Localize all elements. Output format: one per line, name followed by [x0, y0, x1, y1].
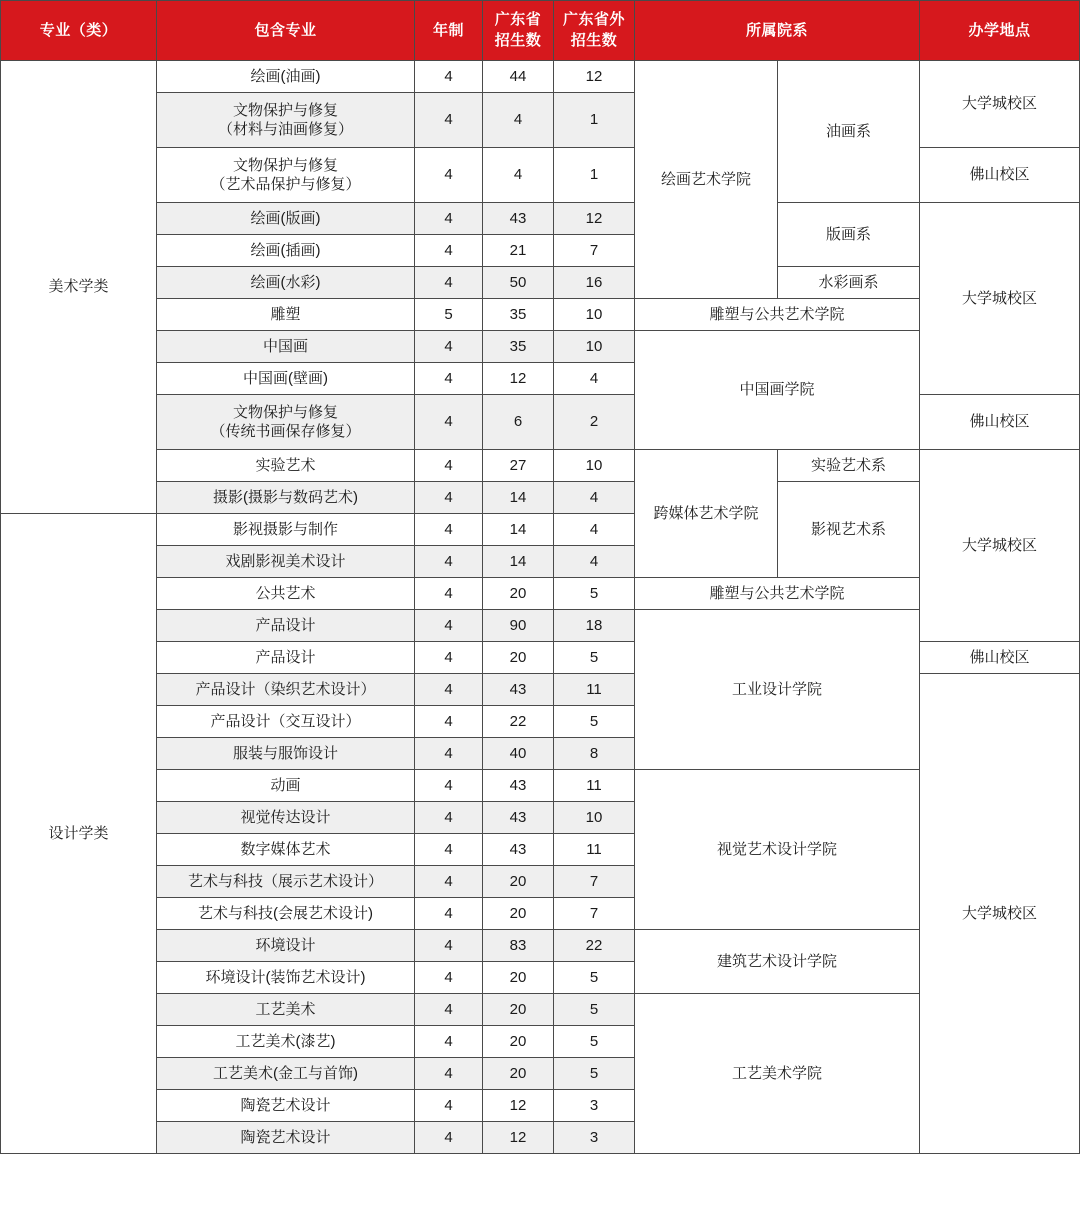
header-guangdong-quota-line1: 广东省	[494, 11, 542, 29]
outside-quota-cell: 5	[554, 994, 635, 1026]
years-cell: 4	[415, 738, 483, 770]
major-name-line2: （传统书画保存修复）	[210, 423, 361, 440]
outside-quota-cell: 12	[554, 203, 635, 235]
outside-quota-cell: 5	[554, 1058, 635, 1090]
guangdong-quota-cell: 4	[483, 93, 554, 148]
department-cell: 中国画学院	[635, 331, 920, 450]
outside-quota-cell: 4	[554, 482, 635, 514]
outside-quota-cell: 18	[554, 610, 635, 642]
years-cell: 4	[415, 450, 483, 482]
header-category: 专业（类）	[1, 1, 157, 61]
table-body	[1, 61, 1080, 1154]
outside-quota-cell: 16	[554, 267, 635, 299]
years-cell: 4	[415, 578, 483, 610]
campus-cell: 佛山校区	[920, 148, 1080, 203]
campus-cell: 大学城校区	[920, 450, 1080, 642]
table-row	[1, 994, 1080, 1026]
guangdong-quota-cell: 44	[483, 61, 554, 93]
guangdong-quota-cell: 20	[483, 962, 554, 994]
guangdong-quota-cell: 6	[483, 395, 554, 450]
years-cell: 4	[415, 363, 483, 395]
guangdong-quota-cell: 43	[483, 802, 554, 834]
table-row	[1, 578, 1080, 610]
years-cell: 4	[415, 802, 483, 834]
guangdong-quota-cell: 12	[483, 363, 554, 395]
guangdong-quota-cell: 20	[483, 898, 554, 930]
major-name-cell: 雕塑	[157, 299, 415, 331]
major-name-cell: 环境设计(装饰艺术设计)	[157, 962, 415, 994]
outside-quota-cell: 10	[554, 802, 635, 834]
major-name-cell	[157, 395, 415, 450]
outside-quota-cell: 4	[554, 514, 635, 546]
major-name-cell: 绘画(插画)	[157, 235, 415, 267]
years-cell: 4	[415, 1090, 483, 1122]
outside-quota-cell: 5	[554, 962, 635, 994]
header-majors: 包含专业	[157, 1, 415, 61]
guangdong-quota-cell: 27	[483, 450, 554, 482]
category-cell: 美术学类	[1, 61, 157, 514]
header-outside-quota-line2: 招生数	[570, 31, 618, 49]
major-name-cell: 产品设计	[157, 610, 415, 642]
major-name-cell: 中国画(壁画)	[157, 363, 415, 395]
years-cell: 4	[415, 235, 483, 267]
sub-department-cell: 水彩画系	[778, 267, 920, 299]
department-cell: 雕塑与公共艺术学院	[635, 578, 920, 610]
major-name-cell: 绘画(版画)	[157, 203, 415, 235]
guangdong-quota-cell: 90	[483, 610, 554, 642]
major-name-cell: 视觉传达设计	[157, 802, 415, 834]
sub-department-cell: 实验艺术系	[778, 450, 920, 482]
table-row	[1, 61, 1080, 93]
years-cell: 4	[415, 834, 483, 866]
major-name-cell: 戏剧影视美术设计	[157, 546, 415, 578]
years-cell: 4	[415, 395, 483, 450]
outside-quota-cell: 22	[554, 930, 635, 962]
guangdong-quota-cell: 35	[483, 299, 554, 331]
guangdong-quota-cell: 43	[483, 834, 554, 866]
major-name-cell: 工艺美术(漆艺)	[157, 1026, 415, 1058]
major-name-line1: 文物保护与修复	[232, 403, 338, 421]
header-guangdong-quota-line2: 招生数	[494, 31, 542, 49]
outside-quota-cell: 1	[554, 93, 635, 148]
years-cell: 4	[415, 898, 483, 930]
years-cell: 4	[415, 1026, 483, 1058]
major-name-cell: 动画	[157, 770, 415, 802]
major-name-cell: 数字媒体艺术	[157, 834, 415, 866]
department-cell: 跨媒体艺术学院	[635, 450, 778, 578]
years-cell: 4	[415, 642, 483, 674]
outside-quota-cell: 7	[554, 866, 635, 898]
major-name-cell: 影视摄影与制作	[157, 514, 415, 546]
campus-cell: 大学城校区	[920, 203, 1080, 395]
sub-department-cell: 影视艺术系	[778, 482, 920, 578]
outside-quota-cell: 4	[554, 363, 635, 395]
major-name-cell: 产品设计（染织艺术设计）	[157, 674, 415, 706]
outside-quota-cell: 10	[554, 450, 635, 482]
guangdong-quota-cell: 4	[483, 148, 554, 203]
guangdong-quota-cell: 20	[483, 1058, 554, 1090]
guangdong-quota-cell: 14	[483, 514, 554, 546]
table-row	[1, 930, 1080, 962]
category-cell: 设计学类	[1, 514, 157, 1154]
years-cell: 4	[415, 203, 483, 235]
department-cell: 视觉艺术设计学院	[635, 770, 920, 930]
major-name-cell	[157, 148, 415, 203]
guangdong-quota-cell: 43	[483, 770, 554, 802]
major-name-cell: 摄影(摄影与数码艺术)	[157, 482, 415, 514]
major-name-line1: 文物保护与修复	[232, 101, 338, 119]
header-campus: 办学地点	[920, 1, 1080, 61]
outside-quota-cell: 2	[554, 395, 635, 450]
guangdong-quota-cell: 83	[483, 930, 554, 962]
outside-quota-cell: 3	[554, 1122, 635, 1154]
header-years: 年制	[415, 1, 483, 61]
outside-quota-cell: 11	[554, 674, 635, 706]
outside-quota-cell: 7	[554, 235, 635, 267]
header-outside-quota-line1: 广东省外	[562, 11, 625, 29]
years-cell: 4	[415, 514, 483, 546]
outside-quota-cell: 11	[554, 770, 635, 802]
major-name-cell: 产品设计	[157, 642, 415, 674]
major-name-cell: 陶瓷艺术设计	[157, 1122, 415, 1154]
major-name-cell: 服装与服饰设计	[157, 738, 415, 770]
major-name-cell: 环境设计	[157, 930, 415, 962]
outside-quota-cell: 5	[554, 706, 635, 738]
years-cell: 4	[415, 994, 483, 1026]
header-outside-quota	[554, 1, 635, 61]
outside-quota-cell: 3	[554, 1090, 635, 1122]
table-row	[1, 482, 1080, 514]
years-cell: 4	[415, 962, 483, 994]
department-cell: 雕塑与公共艺术学院	[635, 299, 920, 331]
campus-cell: 佛山校区	[920, 642, 1080, 674]
guangdong-quota-cell: 43	[483, 674, 554, 706]
major-name-line1: 文物保护与修复	[232, 156, 338, 174]
campus-cell: 佛山校区	[920, 395, 1080, 450]
campus-cell: 大学城校区	[920, 674, 1080, 1154]
header-department: 所属院系	[635, 1, 920, 61]
major-name-cell: 陶瓷艺术设计	[157, 1090, 415, 1122]
guangdong-quota-cell: 14	[483, 546, 554, 578]
years-cell: 4	[415, 770, 483, 802]
table-row	[1, 203, 1080, 235]
outside-quota-cell: 7	[554, 898, 635, 930]
major-name-cell: 工艺美术	[157, 994, 415, 1026]
major-name-cell: 公共艺术	[157, 578, 415, 610]
outside-quota-cell: 8	[554, 738, 635, 770]
major-name-cell: 产品设计（交互设计）	[157, 706, 415, 738]
department-cell: 工业设计学院	[635, 610, 920, 770]
major-name-cell: 艺术与科技（展示艺术设计）	[157, 866, 415, 898]
years-cell: 4	[415, 1058, 483, 1090]
department-cell: 绘画艺术学院	[635, 61, 778, 299]
table-row	[1, 299, 1080, 331]
table-row	[1, 610, 1080, 642]
major-name-cell: 艺术与科技(会展艺术设计)	[157, 898, 415, 930]
table-row	[1, 267, 1080, 299]
outside-quota-cell: 5	[554, 642, 635, 674]
guangdong-quota-cell: 20	[483, 642, 554, 674]
department-cell: 工艺美术学院	[635, 994, 920, 1154]
guangdong-quota-cell: 40	[483, 738, 554, 770]
major-name-cell: 绘画(水彩)	[157, 267, 415, 299]
major-name-line2: （材料与油画修复）	[217, 121, 353, 138]
years-cell: 4	[415, 148, 483, 203]
outside-quota-cell: 1	[554, 148, 635, 203]
outside-quota-cell: 10	[554, 331, 635, 363]
guangdong-quota-cell: 12	[483, 1090, 554, 1122]
sub-department-cell: 油画系	[778, 61, 920, 203]
years-cell: 4	[415, 93, 483, 148]
guangdong-quota-cell: 20	[483, 578, 554, 610]
major-name-cell: 绘画(油画)	[157, 61, 415, 93]
major-name-cell: 中国画	[157, 331, 415, 363]
outside-quota-cell: 5	[554, 1026, 635, 1058]
years-cell: 4	[415, 546, 483, 578]
header-row	[1, 1, 1080, 61]
years-cell: 4	[415, 866, 483, 898]
guangdong-quota-cell: 20	[483, 994, 554, 1026]
years-cell: 4	[415, 267, 483, 299]
table-header	[1, 1, 1080, 61]
years-cell: 5	[415, 299, 483, 331]
table-row	[1, 450, 1080, 482]
years-cell: 4	[415, 610, 483, 642]
table-row	[1, 331, 1080, 363]
years-cell: 4	[415, 706, 483, 738]
guangdong-quota-cell: 43	[483, 203, 554, 235]
years-cell: 4	[415, 1122, 483, 1154]
outside-quota-cell: 5	[554, 578, 635, 610]
guangdong-quota-cell: 21	[483, 235, 554, 267]
guangdong-quota-cell: 12	[483, 1122, 554, 1154]
major-name-cell: 实验艺术	[157, 450, 415, 482]
sub-department-cell: 版画系	[778, 203, 920, 267]
header-guangdong-quota	[483, 1, 554, 61]
guangdong-quota-cell: 35	[483, 331, 554, 363]
department-cell: 建筑艺术设计学院	[635, 930, 920, 994]
guangdong-quota-cell: 20	[483, 1026, 554, 1058]
major-name-cell	[157, 93, 415, 148]
years-cell: 4	[415, 930, 483, 962]
outside-quota-cell: 4	[554, 546, 635, 578]
campus-cell: 大学城校区	[920, 61, 1080, 148]
guangdong-quota-cell: 50	[483, 267, 554, 299]
outside-quota-cell: 10	[554, 299, 635, 331]
guangdong-quota-cell: 20	[483, 866, 554, 898]
outside-quota-cell: 12	[554, 61, 635, 93]
major-name-line2: （艺术品保护与修复）	[210, 176, 361, 193]
years-cell: 4	[415, 331, 483, 363]
major-name-cell: 工艺美术(金工与首饰)	[157, 1058, 415, 1090]
guangdong-quota-cell: 22	[483, 706, 554, 738]
table-row	[1, 770, 1080, 802]
years-cell: 4	[415, 674, 483, 706]
years-cell: 4	[415, 61, 483, 93]
guangdong-quota-cell: 14	[483, 482, 554, 514]
years-cell: 4	[415, 482, 483, 514]
outside-quota-cell: 11	[554, 834, 635, 866]
